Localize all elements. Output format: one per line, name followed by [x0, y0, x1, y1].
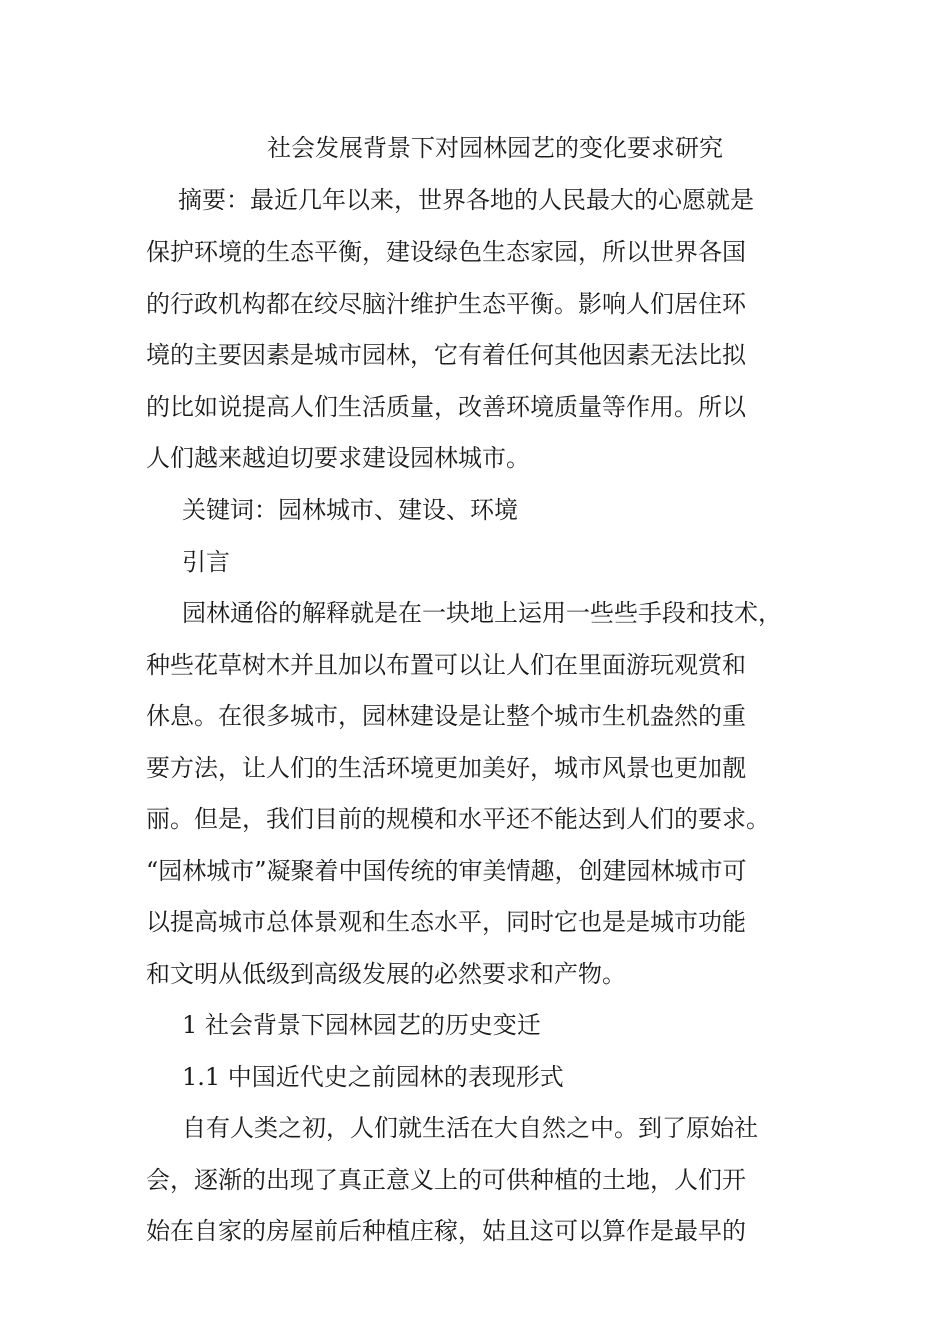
section-1-heading: 1 社会背景下园林园艺的历史变迁	[182, 1011, 541, 1039]
intro-line: 休息。在很多城市，园林建设是让整个城市生机盎然的重	[146, 702, 746, 730]
abstract-line: 境的主要因素是城市园林，它有着任何其他因素无法比拟	[146, 341, 746, 369]
intro-line: 要方法，让人们的生活环境更加美好，城市风景也更加靓	[146, 754, 746, 782]
section-1-1-line: 会，逐渐的出现了真正意义上的可供种植的土地，人们开	[146, 1166, 746, 1194]
intro-heading: 引言	[182, 548, 230, 576]
intro-line: 种些花草树木并且加以布置可以让人们在里面游玩观赏和	[146, 651, 746, 679]
abstract-line: 保护环境的生态平衡，建设绿色生态家园，所以世界各国	[146, 238, 746, 266]
abstract-line: 人们越来越迫切要求建设园林城市。	[146, 444, 530, 472]
section-1-1-heading: 1.1 中国近代史之前园林的表现形式	[182, 1063, 564, 1091]
intro-line: 园林通俗的解释就是在一块地上运用一些些手段和技术，	[182, 599, 782, 627]
intro-line: 丽。但是，我们目前的规模和水平还不能达到人们的要求。	[146, 805, 770, 833]
keywords: 关键词：园林城市、建设、环境	[182, 496, 518, 524]
abstract-line: 的行政机构都在绞尽脑汁维护生态平衡。影响人们居住环	[146, 290, 746, 318]
intro-line: 以提高城市总体景观和生态水平，同时它也是是城市功能	[146, 908, 746, 936]
document-title: 社会发展背景下对园林园艺的变化要求研究	[267, 134, 723, 162]
intro-line: “园林城市”凝聚着中国传统的审美情趣，创建园林城市可	[146, 857, 747, 885]
intro-line: 和文明从低级到高级发展的必然要求和产物。	[146, 960, 626, 988]
abstract-line: 的比如说提高人们生活质量，改善环境质量等作用。所以	[146, 393, 746, 421]
section-1-1-line: 始在自家的房屋前后种植庄稼，姑且这可以算作是最早的	[146, 1217, 746, 1245]
abstract-line: 摘要：最近几年以来，世界各地的人民最大的心愿就是	[178, 186, 754, 214]
section-1-1-line: 自有人类之初，人们就生活在大自然之中。到了原始社	[182, 1114, 758, 1142]
